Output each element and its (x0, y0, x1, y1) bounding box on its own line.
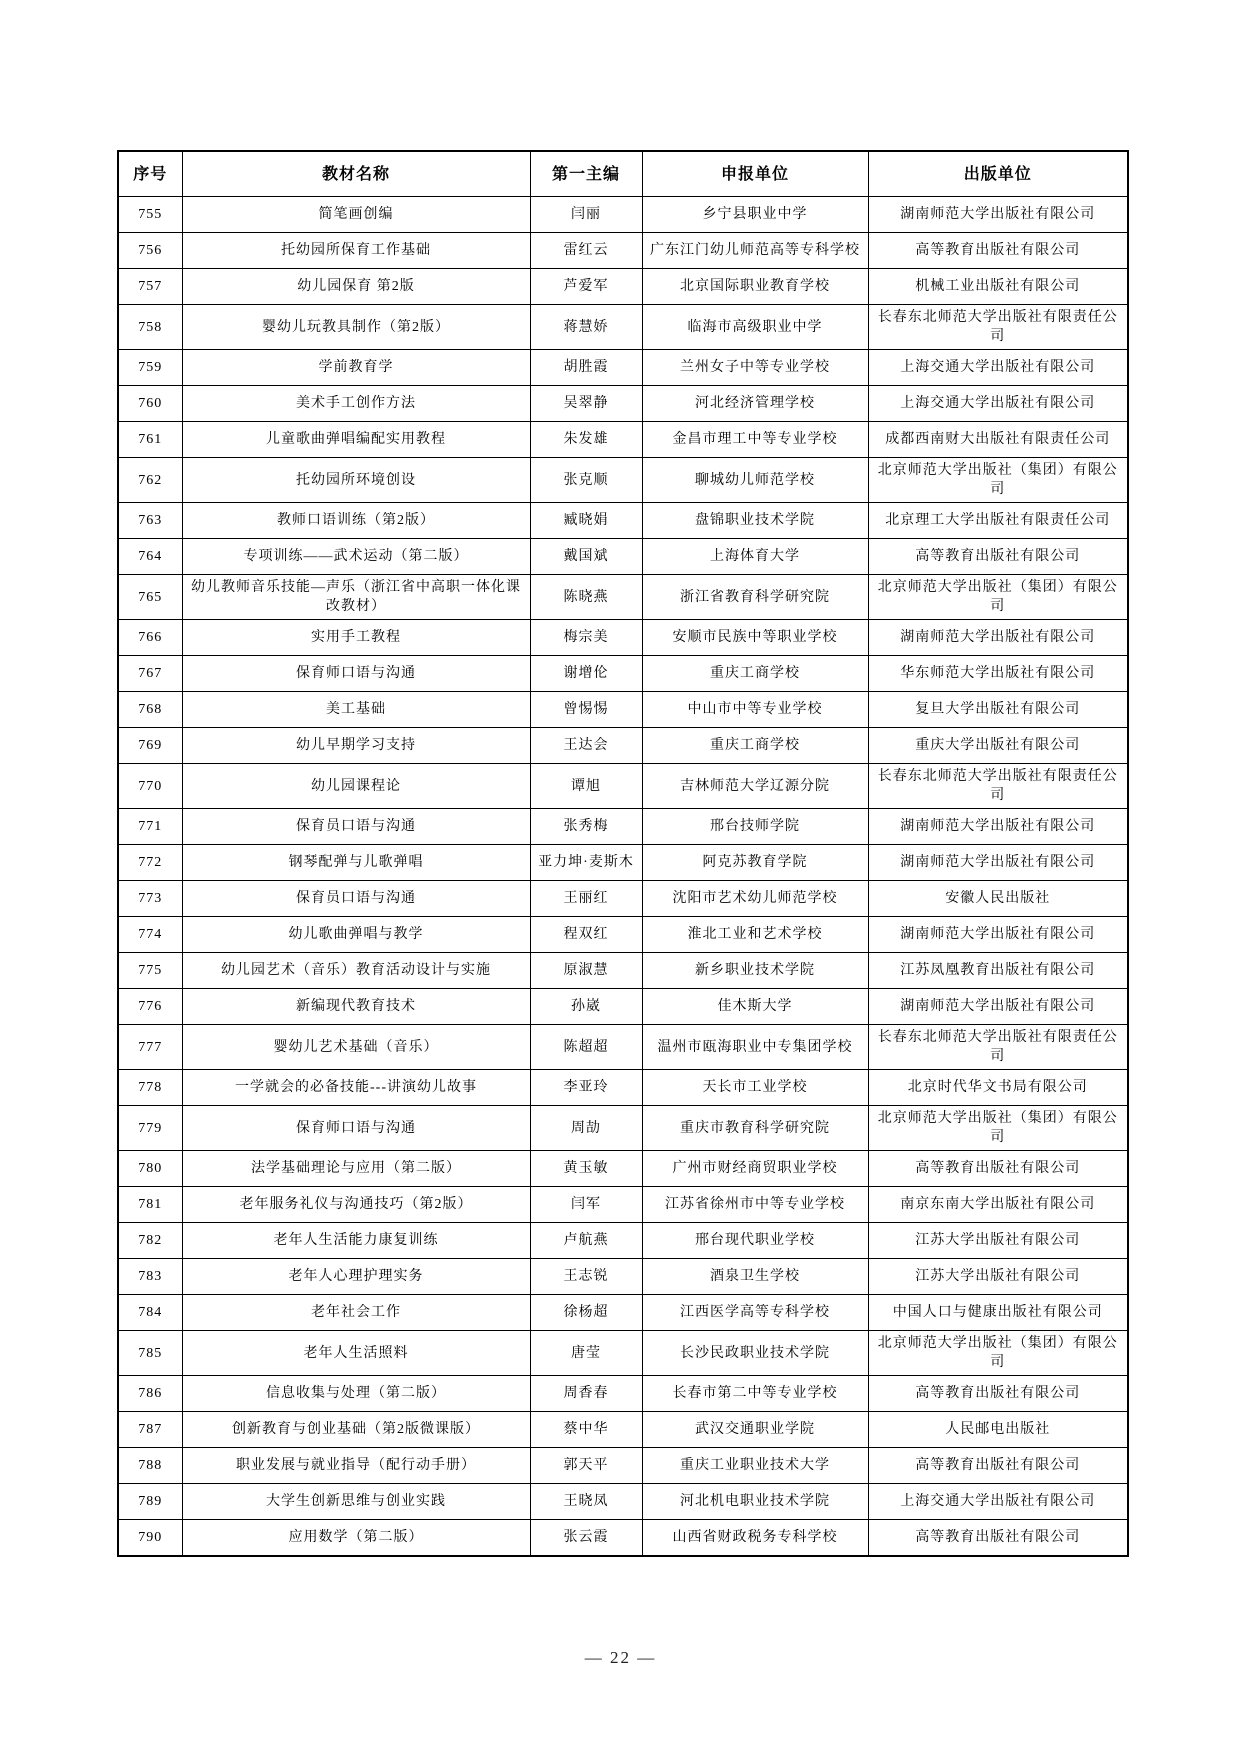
cell-applicant-unit: 广东江门幼儿师范高等专科学校 (642, 233, 868, 269)
cell-first-editor: 张云霞 (530, 1520, 642, 1557)
cell-textbook-name: 美术手工创作方法 (182, 386, 530, 422)
cell-publisher-unit: 机械工业出版社有限公司 (868, 269, 1128, 305)
cell-serial-number: 755 (118, 197, 182, 233)
table-row (118, 422, 1128, 458)
cell-serial-number: 785 (118, 1331, 182, 1376)
cell-serial-number: 776 (118, 989, 182, 1025)
cell-publisher-unit: 北京师范大学出版社（集团）有限公司 (868, 1106, 1128, 1151)
cell-publisher-unit: 长春东北师范大学出版社有限责任公司 (868, 305, 1128, 350)
cell-first-editor: 张克顺 (530, 458, 642, 503)
table-row (118, 764, 1128, 809)
table-row (118, 1259, 1128, 1295)
cell-applicant-unit: 乡宁县职业中学 (642, 197, 868, 233)
table-row (118, 1223, 1128, 1259)
cell-textbook-name: 美工基础 (182, 692, 530, 728)
cell-textbook-name: 幼儿早期学习支持 (182, 728, 530, 764)
cell-serial-number: 773 (118, 881, 182, 917)
cell-applicant-unit: 武汉交通职业学院 (642, 1412, 868, 1448)
cell-first-editor: 戴国斌 (530, 539, 642, 575)
cell-applicant-unit: 江苏省徐州市中等专业学校 (642, 1187, 868, 1223)
table-row (118, 1106, 1128, 1151)
cell-first-editor: 闫丽 (530, 197, 642, 233)
cell-serial-number: 778 (118, 1070, 182, 1106)
cell-applicant-unit: 重庆工商学校 (642, 656, 868, 692)
cell-applicant-unit: 江西医学高等专科学校 (642, 1295, 868, 1331)
cell-applicant-unit: 酒泉卫生学校 (642, 1259, 868, 1295)
cell-publisher-unit: 江苏凤凰教育出版社有限公司 (868, 953, 1128, 989)
cell-publisher-unit: 江苏大学出版社有限公司 (868, 1259, 1128, 1295)
cell-publisher-unit: 长春东北师范大学出版社有限责任公司 (868, 764, 1128, 809)
table-row (118, 917, 1128, 953)
cell-applicant-unit: 临海市高级职业中学 (642, 305, 868, 350)
cell-textbook-name: 婴幼儿艺术基础（音乐） (182, 1025, 530, 1070)
table-row (118, 233, 1128, 269)
cell-first-editor: 周香春 (530, 1376, 642, 1412)
table-row (118, 1187, 1128, 1223)
cell-applicant-unit: 广州市财经商贸职业学校 (642, 1151, 868, 1187)
cell-publisher-unit: 成都西南财大出版社有限责任公司 (868, 422, 1128, 458)
table-row (118, 989, 1128, 1025)
cell-publisher-unit: 高等教育出版社有限公司 (868, 1151, 1128, 1187)
cell-publisher-unit: 北京师范大学出版社（集团）有限公司 (868, 575, 1128, 620)
cell-first-editor: 梅宗美 (530, 620, 642, 656)
cell-serial-number: 775 (118, 953, 182, 989)
cell-textbook-name: 大学生创新思维与创业实践 (182, 1484, 530, 1520)
table-row (118, 575, 1128, 620)
cell-serial-number: 780 (118, 1151, 182, 1187)
table-row (118, 386, 1128, 422)
cell-textbook-name: 儿童歌曲弹唱编配实用教程 (182, 422, 530, 458)
cell-textbook-name: 幼儿歌曲弹唱与教学 (182, 917, 530, 953)
cell-publisher-unit: 湖南师范大学出版社有限公司 (868, 845, 1128, 881)
table-row (118, 539, 1128, 575)
cell-textbook-name: 新编现代教育技术 (182, 989, 530, 1025)
header-textbook-name: 教材名称 (182, 151, 530, 197)
cell-applicant-unit: 淮北工业和艺术学校 (642, 917, 868, 953)
cell-publisher-unit: 南京东南大学出版社有限公司 (868, 1187, 1128, 1223)
cell-serial-number: 790 (118, 1520, 182, 1557)
cell-serial-number: 777 (118, 1025, 182, 1070)
table-row (118, 1376, 1128, 1412)
cell-serial-number: 782 (118, 1223, 182, 1259)
cell-first-editor: 谢增伦 (530, 656, 642, 692)
cell-textbook-name: 保育师口语与沟通 (182, 656, 530, 692)
cell-first-editor: 徐杨超 (530, 1295, 642, 1331)
cell-publisher-unit: 上海交通大学出版社有限公司 (868, 386, 1128, 422)
cell-first-editor: 陈超超 (530, 1025, 642, 1070)
cell-textbook-name: 职业发展与就业指导（配行动手册） (182, 1448, 530, 1484)
cell-textbook-name: 一学就会的必备技能---讲演幼儿故事 (182, 1070, 530, 1106)
table-row (118, 1448, 1128, 1484)
cell-publisher-unit: 复旦大学出版社有限公司 (868, 692, 1128, 728)
table-row (118, 1520, 1128, 1557)
cell-applicant-unit: 浙江省教育科学研究院 (642, 575, 868, 620)
cell-publisher-unit: 湖南师范大学出版社有限公司 (868, 917, 1128, 953)
cell-serial-number: 759 (118, 350, 182, 386)
cell-textbook-name: 保育师口语与沟通 (182, 1106, 530, 1151)
cell-serial-number: 779 (118, 1106, 182, 1151)
cell-publisher-unit: 高等教育出版社有限公司 (868, 1448, 1128, 1484)
cell-textbook-name: 老年人生活能力康复训练 (182, 1223, 530, 1259)
cell-applicant-unit: 盘锦职业技术学院 (642, 503, 868, 539)
table-header-row (118, 151, 1128, 197)
table-row (118, 1070, 1128, 1106)
cell-publisher-unit: 湖南师范大学出版社有限公司 (868, 809, 1128, 845)
cell-first-editor: 孙崴 (530, 989, 642, 1025)
cell-applicant-unit: 聊城幼儿师范学校 (642, 458, 868, 503)
cell-serial-number: 768 (118, 692, 182, 728)
cell-first-editor: 芦爱军 (530, 269, 642, 305)
cell-serial-number: 756 (118, 233, 182, 269)
cell-publisher-unit: 安徽人民出版社 (868, 881, 1128, 917)
table-row (118, 1151, 1128, 1187)
cell-applicant-unit: 山西省财政税务专科学校 (642, 1520, 868, 1557)
cell-publisher-unit: 高等教育出版社有限公司 (868, 539, 1128, 575)
cell-applicant-unit: 邢台现代职业学校 (642, 1223, 868, 1259)
cell-applicant-unit: 长沙民政职业技术学院 (642, 1331, 868, 1376)
cell-first-editor: 胡胜霞 (530, 350, 642, 386)
cell-serial-number: 786 (118, 1376, 182, 1412)
header-publisher-unit: 出版单位 (868, 151, 1128, 197)
cell-first-editor: 王晓凤 (530, 1484, 642, 1520)
table-body (118, 197, 1128, 1557)
cell-publisher-unit: 北京师范大学出版社（集团）有限公司 (868, 458, 1128, 503)
cell-first-editor: 闫军 (530, 1187, 642, 1223)
cell-applicant-unit: 重庆工商学校 (642, 728, 868, 764)
cell-applicant-unit: 吉林师范大学辽源分院 (642, 764, 868, 809)
cell-serial-number: 767 (118, 656, 182, 692)
cell-publisher-unit: 湖南师范大学出版社有限公司 (868, 620, 1128, 656)
cell-textbook-name: 老年人生活照料 (182, 1331, 530, 1376)
cell-serial-number: 770 (118, 764, 182, 809)
table-row (118, 620, 1128, 656)
cell-first-editor: 黄玉敏 (530, 1151, 642, 1187)
cell-textbook-name: 婴幼儿玩教具制作（第2版） (182, 305, 530, 350)
cell-publisher-unit: 高等教育出版社有限公司 (868, 1376, 1128, 1412)
header-applicant-unit: 申报单位 (642, 151, 868, 197)
cell-applicant-unit: 邢台技师学院 (642, 809, 868, 845)
cell-textbook-name: 信息收集与处理（第二版） (182, 1376, 530, 1412)
cell-applicant-unit: 河北经济管理学校 (642, 386, 868, 422)
cell-textbook-name: 托幼园所环境创设 (182, 458, 530, 503)
cell-serial-number: 763 (118, 503, 182, 539)
cell-textbook-name: 专项训练——武术运动（第二版） (182, 539, 530, 575)
table-row (118, 458, 1128, 503)
cell-publisher-unit: 长春东北师范大学出版社有限责任公司 (868, 1025, 1128, 1070)
cell-serial-number: 769 (118, 728, 182, 764)
cell-applicant-unit: 金昌市理工中等专业学校 (642, 422, 868, 458)
cell-publisher-unit: 湖南师范大学出版社有限公司 (868, 197, 1128, 233)
cell-textbook-name: 学前教育学 (182, 350, 530, 386)
cell-textbook-name: 创新教育与创业基础（第2版微课版） (182, 1412, 530, 1448)
cell-textbook-name: 实用手工教程 (182, 620, 530, 656)
cell-publisher-unit: 上海交通大学出版社有限公司 (868, 350, 1128, 386)
cell-first-editor: 王志锐 (530, 1259, 642, 1295)
cell-textbook-name: 幼儿园保育 第2版 (182, 269, 530, 305)
cell-applicant-unit: 佳木斯大学 (642, 989, 868, 1025)
cell-serial-number: 781 (118, 1187, 182, 1223)
cell-applicant-unit: 河北机电职业技术学院 (642, 1484, 868, 1520)
cell-publisher-unit: 北京师范大学出版社（集团）有限公司 (868, 1331, 1128, 1376)
cell-serial-number: 766 (118, 620, 182, 656)
table-row (118, 1025, 1128, 1070)
cell-applicant-unit: 北京国际职业教育学校 (642, 269, 868, 305)
cell-textbook-name: 幼儿教师音乐技能—声乐（浙江省中高职一体化课改教材） (182, 575, 530, 620)
table-row (118, 1331, 1128, 1376)
cell-textbook-name: 简笔画创编 (182, 197, 530, 233)
table-row (118, 809, 1128, 845)
page-footer (0, 1648, 1241, 1668)
cell-serial-number: 758 (118, 305, 182, 350)
cell-serial-number: 783 (118, 1259, 182, 1295)
cell-textbook-name: 老年人心理护理实务 (182, 1259, 530, 1295)
cell-first-editor: 张秀梅 (530, 809, 642, 845)
cell-publisher-unit: 高等教育出版社有限公司 (868, 233, 1128, 269)
cell-first-editor: 蔡中华 (530, 1412, 642, 1448)
cell-first-editor: 王达会 (530, 728, 642, 764)
cell-textbook-name: 保育员口语与沟通 (182, 881, 530, 917)
table-row (118, 728, 1128, 764)
cell-first-editor: 曾惕惕 (530, 692, 642, 728)
cell-publisher-unit: 湖南师范大学出版社有限公司 (868, 989, 1128, 1025)
textbook-approval-table (117, 150, 1129, 1557)
cell-serial-number: 771 (118, 809, 182, 845)
cell-textbook-name: 法学基础理论与应用（第二版） (182, 1151, 530, 1187)
table-row (118, 881, 1128, 917)
cell-serial-number: 774 (118, 917, 182, 953)
cell-serial-number: 772 (118, 845, 182, 881)
cell-textbook-name: 幼儿园艺术（音乐）教育活动设计与实施 (182, 953, 530, 989)
table-row (118, 305, 1128, 350)
cell-applicant-unit: 新乡职业技术学院 (642, 953, 868, 989)
table-row (118, 1484, 1128, 1520)
cell-first-editor: 吴翠静 (530, 386, 642, 422)
cell-serial-number: 787 (118, 1412, 182, 1448)
header-first-editor: 第一主编 (530, 151, 642, 197)
table-row (118, 1412, 1128, 1448)
table-row (118, 845, 1128, 881)
cell-publisher-unit: 北京理工大学出版社有限责任公司 (868, 503, 1128, 539)
cell-applicant-unit: 中山市中等专业学校 (642, 692, 868, 728)
cell-applicant-unit: 上海体育大学 (642, 539, 868, 575)
table-row (118, 269, 1128, 305)
cell-applicant-unit: 长春市第二中等专业学校 (642, 1376, 868, 1412)
cell-applicant-unit: 安顺市民族中等职业学校 (642, 620, 868, 656)
cell-first-editor: 唐莹 (530, 1331, 642, 1376)
cell-first-editor: 朱发雄 (530, 422, 642, 458)
cell-serial-number: 762 (118, 458, 182, 503)
cell-serial-number: 764 (118, 539, 182, 575)
cell-publisher-unit: 重庆大学出版社有限公司 (868, 728, 1128, 764)
cell-textbook-name: 应用数学（第二版） (182, 1520, 530, 1557)
cell-serial-number: 789 (118, 1484, 182, 1520)
table-row (118, 656, 1128, 692)
cell-textbook-name: 幼儿园课程论 (182, 764, 530, 809)
cell-applicant-unit: 沈阳市艺术幼儿师范学校 (642, 881, 868, 917)
table-row (118, 1295, 1128, 1331)
cell-textbook-name: 教师口语训练（第2版） (182, 503, 530, 539)
cell-serial-number: 757 (118, 269, 182, 305)
cell-first-editor: 程双红 (530, 917, 642, 953)
cell-textbook-name: 托幼园所保育工作基础 (182, 233, 530, 269)
cell-first-editor: 李亚玲 (530, 1070, 642, 1106)
cell-first-editor: 郭天平 (530, 1448, 642, 1484)
cell-applicant-unit: 温州市瓯海职业中专集团学校 (642, 1025, 868, 1070)
cell-first-editor: 卢航燕 (530, 1223, 642, 1259)
cell-serial-number: 784 (118, 1295, 182, 1331)
cell-publisher-unit: 华东师范大学出版社有限公司 (868, 656, 1128, 692)
cell-serial-number: 765 (118, 575, 182, 620)
cell-first-editor: 蒋慧娇 (530, 305, 642, 350)
cell-applicant-unit: 重庆工业职业技术大学 (642, 1448, 868, 1484)
table-row (118, 953, 1128, 989)
cell-serial-number: 761 (118, 422, 182, 458)
cell-publisher-unit: 高等教育出版社有限公司 (868, 1520, 1128, 1557)
cell-first-editor: 陈晓燕 (530, 575, 642, 620)
cell-first-editor: 雷红云 (530, 233, 642, 269)
header-serial-number: 序号 (118, 151, 182, 197)
cell-publisher-unit: 中国人口与健康出版社有限公司 (868, 1295, 1128, 1331)
cell-applicant-unit: 兰州女子中等专业学校 (642, 350, 868, 386)
cell-applicant-unit: 天长市工业学校 (642, 1070, 868, 1106)
cell-textbook-name: 钢琴配弹与儿歌弹唱 (182, 845, 530, 881)
cell-textbook-name: 保育员口语与沟通 (182, 809, 530, 845)
cell-applicant-unit: 重庆市教育科学研究院 (642, 1106, 868, 1151)
cell-first-editor: 谭旭 (530, 764, 642, 809)
cell-applicant-unit: 阿克苏教育学院 (642, 845, 868, 881)
cell-first-editor: 王丽红 (530, 881, 642, 917)
table-row (118, 692, 1128, 728)
page-number: — 22 — (584, 1648, 657, 1667)
table-row (118, 197, 1128, 233)
cell-publisher-unit: 上海交通大学出版社有限公司 (868, 1484, 1128, 1520)
cell-first-editor: 臧晓娟 (530, 503, 642, 539)
cell-serial-number: 760 (118, 386, 182, 422)
cell-serial-number: 788 (118, 1448, 182, 1484)
table-row (118, 350, 1128, 386)
cell-textbook-name: 老年社会工作 (182, 1295, 530, 1331)
cell-first-editor: 亚力坤·麦斯木 (530, 845, 642, 881)
cell-publisher-unit: 人民邮电出版社 (868, 1412, 1128, 1448)
cell-publisher-unit: 江苏大学出版社有限公司 (868, 1223, 1128, 1259)
cell-textbook-name: 老年服务礼仪与沟通技巧（第2版） (182, 1187, 530, 1223)
cell-publisher-unit: 北京时代华文书局有限公司 (868, 1070, 1128, 1106)
cell-first-editor: 周劼 (530, 1106, 642, 1151)
table-row (118, 503, 1128, 539)
cell-first-editor: 原淑慧 (530, 953, 642, 989)
